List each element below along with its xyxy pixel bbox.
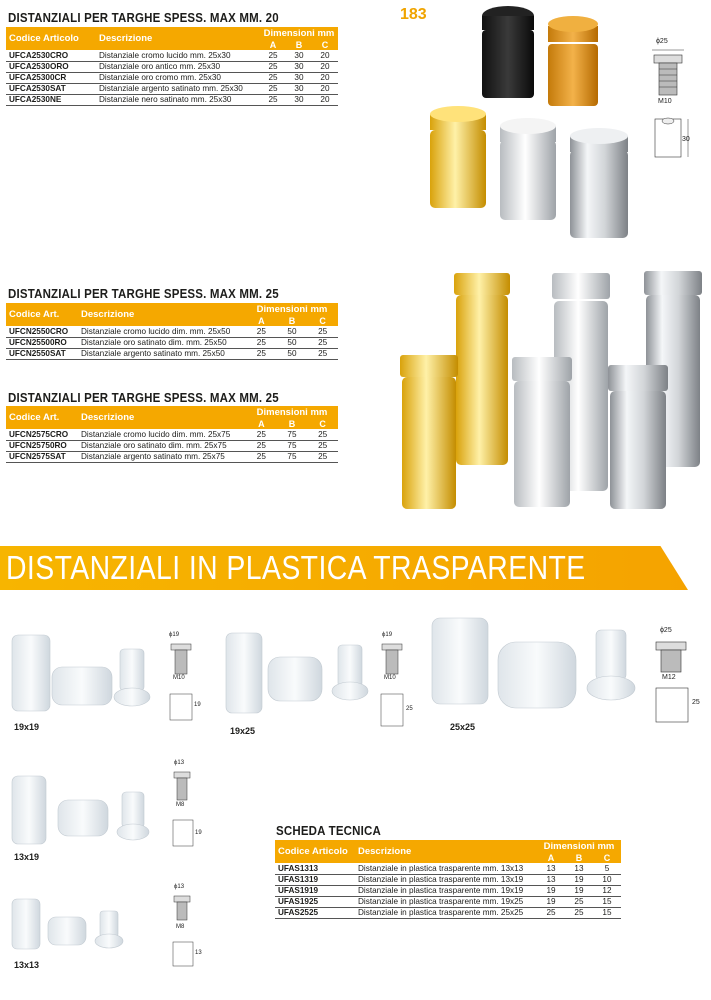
cell-b: 25 [565,907,593,918]
metal-spacers-short-image [420,0,640,245]
diameter-label: ϕ19 [169,632,180,638]
cell-desc: Distanziale cromo lucido dim. mm. 25x50 [78,326,246,337]
cell-c: 12 [593,885,621,896]
plastic-label-19x25: 19x25 [230,726,256,736]
diameter-label: ϕ13 [174,760,185,766]
table-row [6,326,338,337]
cell-a: 25 [246,440,277,451]
header-c: C [307,315,338,326]
table-row [6,451,338,462]
cell-code: UFAS1313 [275,863,355,874]
plastic-label-25x25: 25x25 [450,722,476,732]
header-dim: Dimensioni mm [260,27,338,39]
cell-c: 15 [593,896,621,907]
plastic-spacer-25x25-image [428,612,648,717]
header-a: A [537,852,565,863]
header-dim: Dimensioni mm [246,406,338,418]
table-row [275,874,621,885]
cell-desc: Distanziale cromo lucido dim. mm. 25x75 [78,429,246,440]
cell-c: 25 [307,440,338,451]
cell-a: 25 [260,50,286,61]
cell-a: 25 [246,348,277,359]
cell-desc: Distanziale oro antico mm. 25x30 [96,61,260,72]
header-desc: Descrizione [78,406,246,429]
cell-code: UFCA2530NE [6,94,96,105]
header-code: Codice Articolo [6,27,96,50]
header-desc: Descrizione [78,303,246,326]
header-c: C [307,418,338,429]
table-row [6,61,338,72]
table-row [6,83,338,94]
cell-a: 19 [537,896,565,907]
height-label: 30 [682,136,690,143]
cell-b: 19 [565,874,593,885]
header-dim: Dimensioni mm [246,303,338,315]
cell-desc: Distanziale nero satinato mm. 25x30 [96,94,260,105]
section3-title: DISTANZIALI PER TARGHE SPESS. MAX MM. 25 [8,391,279,405]
table-row [6,348,338,359]
cell-code: UFAS1925 [275,896,355,907]
height-label: 25 [692,699,700,706]
metal-spacers-tall-image [396,265,706,515]
cell-b: 25 [565,896,593,907]
cell-b: 30 [286,61,312,72]
cell-desc: Distanziale oro satinato dim. mm. 25x75 [78,440,246,451]
plastic-spacer-13x13-image [8,895,138,953]
table-row [275,907,621,918]
cell-desc: Distanziale in plastica trasparente mm. 25x25 [355,907,537,918]
header-dim: Dimensioni mm [537,840,621,852]
cell-desc: Distanziale oro cromo mm. 25x30 [96,72,260,83]
cell-code: UFAS1919 [275,885,355,896]
cell-c: 25 [307,429,338,440]
height-label: 19 [194,702,201,708]
cell-a: 25 [260,94,286,105]
header-code: Codice Art. [6,406,78,429]
technical-drawing-13x13 [168,884,204,974]
cell-b: 75 [277,429,308,440]
cell-c: 20 [312,83,338,94]
technical-drawing-25x25 [650,627,702,727]
cell-code: UFCA2530SAT [6,83,96,94]
cell-desc: Distanziale in plastica trasparente mm. 19x25 [355,896,537,907]
cell-a: 19 [537,885,565,896]
diameter-label: ϕ13 [174,884,185,890]
table-row [275,863,621,874]
section2-title: DISTANZIALI PER TARGHE SPESS. MAX MM. 25 [8,287,279,301]
cell-a: 25 [260,83,286,94]
section3-table [6,406,338,463]
section4-table [275,840,621,919]
cell-code: UFCN2550SAT [6,348,78,359]
diameter-label: ϕ19 [382,632,393,638]
cell-b: 75 [277,451,308,462]
header-b: B [565,852,593,863]
cell-desc: Distanziale argento satinato mm. 25x50 [78,348,246,359]
cell-code: UFCA2530CRO [6,50,96,61]
cell-a: 25 [260,61,286,72]
cell-b: 13 [565,863,593,874]
height-label: 25 [406,706,413,712]
cell-b: 30 [286,72,312,83]
cell-code: UFCA2530ORO [6,61,96,72]
cell-c: 20 [312,72,338,83]
table-row [6,94,338,105]
cell-c: 20 [312,94,338,105]
cell-b: 50 [277,326,308,337]
cell-a: 25 [246,337,277,348]
cell-b: 50 [277,337,308,348]
cell-code: UFAS2525 [275,907,355,918]
header-b: B [277,315,308,326]
technical-drawing-13x19 [168,760,204,850]
cell-code: UFCN25750RO [6,440,78,451]
cell-a: 13 [537,863,565,874]
header-code: Codice Articolo [275,840,355,863]
header-a: A [246,315,277,326]
header-b: B [277,418,308,429]
cell-c: 25 [307,348,338,359]
cell-desc: Distanziale in plastica trasparente mm. 13x13 [355,863,537,874]
cell-a: 13 [537,874,565,885]
header-a: A [246,418,277,429]
section1-table [6,27,338,106]
table-row [275,885,621,896]
section2-table [6,303,338,360]
page-number: 183 [400,6,427,23]
cell-desc: Distanziale in plastica trasparente mm. 13x19 [355,874,537,885]
plastic-spacer-19x19-image [8,625,158,715]
cell-code: UFAS1319 [275,874,355,885]
cell-code: UFCA25300CR [6,72,96,83]
thread-label: M8 [176,924,185,930]
plastic-label-13x19: 13x19 [14,852,40,862]
cell-b: 75 [277,440,308,451]
cell-desc: Distanziale oro satinato dim. mm. 25x50 [78,337,246,348]
cell-b: 19 [565,885,593,896]
thread-label: M8 [176,802,185,808]
table-row [6,429,338,440]
technical-drawing-19x25 [376,632,416,727]
thread-label: M10 [658,98,672,105]
cell-code: UFCN2575SAT [6,451,78,462]
table-row [275,896,621,907]
height-label: 13 [195,950,202,956]
cell-c: 5 [593,863,621,874]
section1-title: DISTANZIALI PER TARGHE SPESS. MAX MM. 20 [8,11,279,25]
cell-b: 50 [277,348,308,359]
header-code: Codice Art. [6,303,78,326]
table-row [6,440,338,451]
cell-c: 20 [312,50,338,61]
diameter-label: ϕ25 [656,38,668,45]
cell-c: 25 [307,451,338,462]
cell-c: 25 [307,337,338,348]
table-row [6,50,338,61]
cell-a: 25 [260,72,286,83]
section4-title: SCHEDA TECNICA [276,824,382,838]
plastic-label-13x13: 13x13 [14,960,40,970]
header-a: A [260,39,286,50]
plastic-spacer-13x19-image [8,768,158,848]
cell-desc: Distanziale argento satinato mm. 25x30 [96,83,260,94]
cell-c: 10 [593,874,621,885]
cell-a: 25 [246,429,277,440]
header-desc: Descrizione [96,27,260,50]
table-row [6,72,338,83]
header-c: C [593,852,621,863]
header-c: C [312,39,338,50]
cell-b: 30 [286,83,312,94]
cell-a: 25 [537,907,565,918]
cell-a: 25 [246,451,277,462]
cell-code: UFCN2550CRO [6,326,78,337]
cell-c: 25 [307,326,338,337]
cell-desc: Distanziale in plastica trasparente mm. 19x19 [355,885,537,896]
diameter-label: ϕ25 [660,627,672,634]
height-label: 19 [195,830,202,836]
thread-label: M12 [662,674,676,681]
cell-c: 15 [593,907,621,918]
plastic-banner-title: DISTANZIALI IN PLASTICA TRASPARENTE [6,549,586,586]
technical-drawing-25x30 [648,38,698,163]
cell-desc: Distanziale cromo lucido mm. 25x30 [96,50,260,61]
header-b: B [286,39,312,50]
table-row [6,337,338,348]
cell-b: 30 [286,50,312,61]
technical-drawing-19x19 [165,632,201,722]
cell-code: UFCN2575CRO [6,429,78,440]
thread-label: M10 [384,675,396,681]
plastic-label-19x19: 19x19 [14,722,40,732]
header-desc: Descrizione [355,840,537,863]
cell-c: 20 [312,61,338,72]
thread-label: M10 [173,675,185,681]
plastic-spacer-19x25-image [222,625,372,720]
cell-b: 30 [286,94,312,105]
cell-desc: Distanziale argento satinato mm. 25x75 [78,451,246,462]
cell-code: UFCN25500RO [6,337,78,348]
cell-a: 25 [246,326,277,337]
